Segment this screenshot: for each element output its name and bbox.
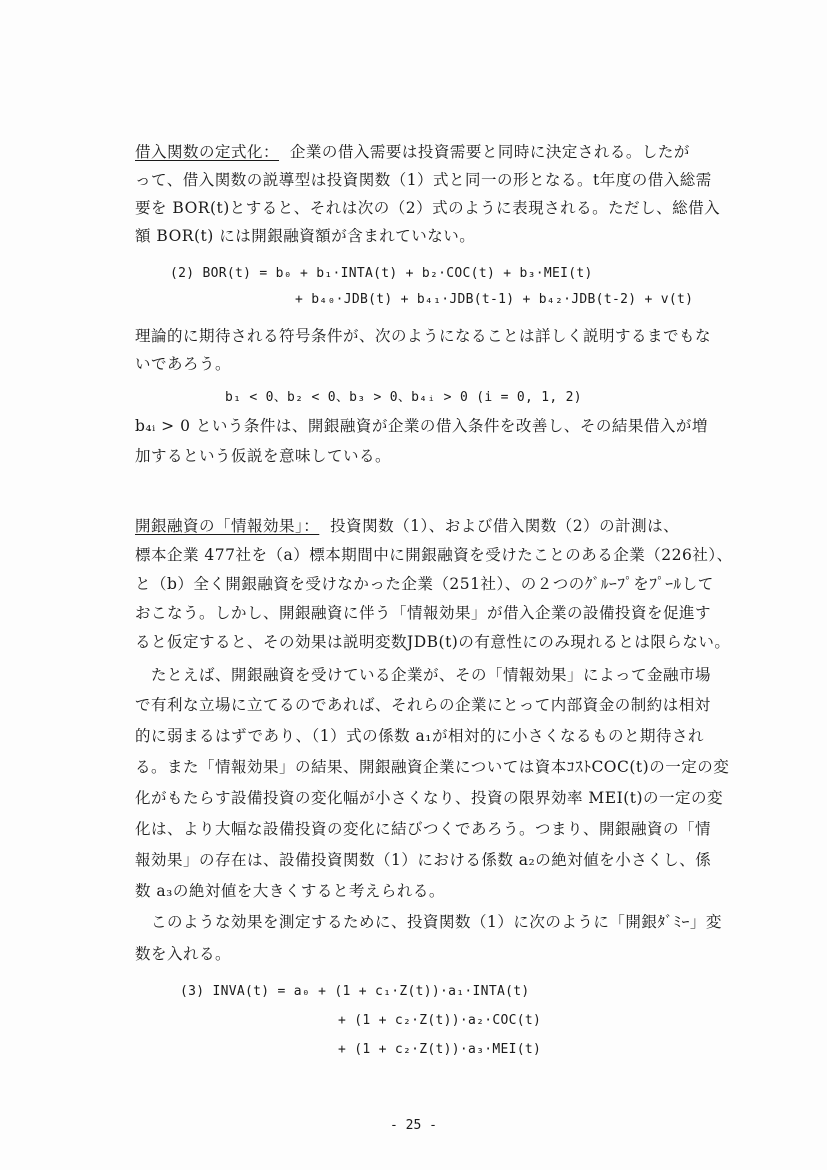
paragraph-line: 的に弱まるはずであり、（1）式の係数 a₁が相対的に小さくなるものと期待され — [135, 727, 704, 745]
paragraph-line: 数を入れる。 — [135, 945, 232, 963]
section2-first-line — [135, 516, 735, 536]
paragraph-line: 要を BOR(t)とすると、それは次の（2）式のように表現される。ただし、総借入 — [135, 199, 721, 217]
paragraph-line: 加するという仮説を意味している。 — [135, 447, 392, 465]
paragraph-line: たとえば、開銀融資を受けている企業が、その「情報効果」によって金融市場 — [135, 666, 712, 684]
paragraph-line: b₄ᵢ > 0 という条件は、開銀融資が企業の借入条件を改善し、その結果借入が増 — [135, 417, 708, 435]
paragraph-line: 額 BOR(t) には開銀融資額が含まれていない。 — [135, 227, 476, 245]
equation-3-line-2: + (1 + c₂·Z(t))·a₂·COC(t) — [338, 1013, 542, 1028]
paragraph-line: おこなう。しかし、開銀融資に伴う「情報効果」が借入企業の設備投資を促進す — [135, 604, 712, 622]
paragraph-line: 数 a₃の絶対値を大きくすると考えられる。 — [135, 882, 445, 900]
section1-first-line — [135, 142, 735, 162]
equation-3-line-3: + (1 + c₂·Z(t))·a₃·MEI(t) — [338, 1042, 542, 1057]
equation-2-line-1: (2) BOR(t) = b₀ + b₁·INTA(t) + b₂·COC(t) + b₃·MEI(t) — [170, 266, 593, 281]
equation-2-line-2: + b₄₀·JDB(t) + b₄₁·JDB(t-1) + b₄₂·JDB(t-2) + v(t) — [295, 292, 694, 307]
paragraph-line: 報効果」の存在は、設備投資関数（1）における係数 a₂の絶対値を小さくし、係 — [135, 851, 712, 869]
paragraph-line: 化がもたらす設備投資の変化幅が小さくなり、投資の限界効率 MEI(t)の一定の変 — [135, 789, 724, 807]
paragraph-line: る。また「情報効果」の結果、開銀融資企業については資本ｺｽﾄCOC(t)の一定の変 — [135, 758, 730, 776]
page-number: - 25 - — [390, 1118, 437, 1133]
paragraph-line: いであろう。 — [135, 355, 232, 373]
paragraph-line: このような効果を測定するために、投資関数（1）に次のように「開銀ﾀﾞﾐｰ」変 — [135, 913, 722, 931]
paragraph-line: と（b）全く開銀融資を受けなかった企業（251社）、の２つのｸﾞﾙｰﾌﾟをﾌﾟｰﾙして — [135, 575, 714, 593]
paragraph-line: 投資関数（1）、および借入関数（2）の計測は、 — [330, 517, 680, 535]
paragraph-line: 標本企業 477社を（a）標本期間中に開銀融資を受けたことのある企業（226社）、 — [135, 546, 733, 564]
paragraph-line: 理論的に期待される符号条件が、次のようになることは詳しく説明するまでもな — [135, 327, 712, 345]
equation-3-line-1: (3) INVA(t) = a₀ + (1 + c₁·Z(t))·a₁·INTA(t) — [180, 984, 530, 999]
sign-condition: b₁ < 0、b₂ < 0、b₃ > 0、b₄ᵢ > 0 (i = 0, 1, 2) — [225, 390, 582, 405]
paragraph-line: 化は、より大幅な設備投資の変化に結びつくであろう。つまり、開銀融資の「情 — [135, 820, 712, 838]
paragraph-line: で有利な立場に立てるのであれば、それらの企業にとって内部資金の制約は相対 — [135, 696, 711, 714]
section2-heading: 開銀融資の「情報効果」： — [135, 517, 320, 535]
paragraph-line: 企業の借入需要は投資需要と同時に決定される。したが — [289, 143, 690, 161]
paragraph-line: って、借入関数の説導型は投資関数（1）式と同一の形となる。t年度の借入総需 — [135, 171, 712, 189]
paragraph-line: ると仮定すると、その効果は説明変数JDB(t)の有意性にのみ現れるとは限らない。 — [135, 633, 731, 651]
section1-heading: 借入関数の定式化： — [135, 143, 280, 161]
